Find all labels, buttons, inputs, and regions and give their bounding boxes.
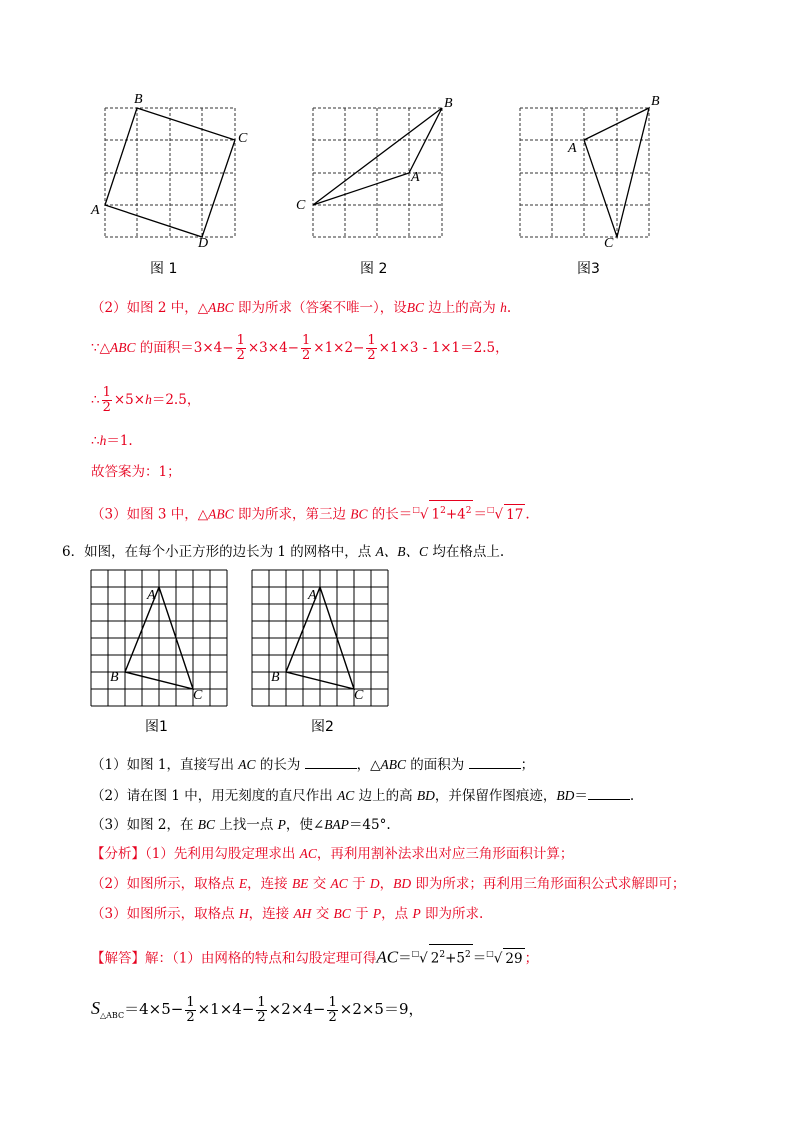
q6-analysis-3: （3）如图所示，取格点 H，连接 AH 交 BC 于 P，点 P 即为所求.: [91, 906, 484, 922]
q6-fig2-label-b: B: [271, 670, 280, 685]
q6-figure-1-grid: [90, 569, 230, 709]
answer-blank[interactable]: [305, 754, 357, 769]
q6-figure-1-caption: 图1: [145, 719, 168, 735]
point-d-label: D: [198, 236, 209, 251]
q6-subquestion-1: （1）如图 1，直接写出 AC 的长为 ，△ABC 的面积为 ；: [91, 754, 534, 775]
q6-figure-2-caption: 图2: [311, 719, 334, 735]
q6-solution-line: 【解答】解：（1）由网格的特点和勾股定理可得AC＝□√ $2^2+5^2 =^□√$ 29 ；: [91, 944, 538, 969]
q5-therefore-line-1: ∴ $\frac{1}{2}$ ×5×h＝2.5，: [91, 385, 201, 415]
point-a-label: A: [91, 203, 100, 218]
point-c-label: C: [238, 131, 248, 146]
point-a-label: A: [568, 141, 577, 156]
q5-area-line: ∵△ABC 的面积＝3×4− $\frac{1}{2}$ ×3×4− $\frac{1}{2}$ ×1×2− $\frac{1}{2}$ ×1×3 - 1×1＝2.5，: [91, 333, 509, 363]
figure-2-grid: [305, 92, 465, 252]
q6-stem: 6．如图，在每个小正方形的边长为 1 的网格中，点 A、B、C 均在格点上.: [62, 544, 505, 560]
q6-fig1-label-c: C: [193, 688, 203, 703]
q6-fig1-label-a: A: [147, 588, 156, 603]
figure-3-caption: 图3: [577, 261, 600, 277]
point-b-label: B: [444, 96, 453, 111]
answer-blank[interactable]: [469, 754, 521, 769]
figure-2-caption: 图 2: [360, 261, 388, 277]
point-c-label: C: [604, 236, 614, 251]
q5-therefore-line-2: ∴h＝1.: [91, 433, 133, 449]
q6-analysis-2: （2）如图所示，取格点 E，连接 BE 交 AC 于 D，BD 即为所求；再利用三角形面积公式求解即可；: [91, 876, 686, 892]
figure-3-grid: [512, 92, 672, 252]
q5-part3-line: （3）如图 3 中，△ABC 即为所求，第三边 BC 的长＝□√ $1^2+4^2 =^□√$ 17 .: [91, 500, 530, 525]
q6-subquestion-2: （2）请在图 1 中，用无刻度的直尺作出 AC 边上的高 BD，并保留作图痕迹，BD＝ .: [91, 785, 634, 806]
q6-fig2-label-a: A: [308, 588, 317, 603]
point-c-label: C: [296, 198, 306, 213]
point-b-label: B: [134, 92, 143, 107]
q6-fig2-label-c: C: [354, 688, 364, 703]
figure-1-caption: 图 1: [150, 261, 178, 277]
q6-figure-2-grid: [251, 569, 391, 709]
q6-area-formula: $S_{\triangle ABC}=4\times 5-$ $\frac{1}{2}$ ×1×4− $\frac{1}{2}$ ×2×4− $\frac{1}{2}$ ×2×5＝9，: [91, 994, 424, 1025]
q6-fig1-label-b: B: [110, 670, 119, 685]
q5-answer-line: 故答案为：1；: [91, 464, 181, 480]
q6-subquestion-3: （3）如图 2，在 BC 上找一点 P，使∠BAP＝45°.: [91, 817, 391, 833]
figure-1-grid: [95, 92, 255, 252]
q6-analysis-1: 【分析】（1）先利用勾股定理求出 AC，再利用割补法求出对应三角形面积计算；: [91, 846, 574, 862]
point-a-label: A: [411, 170, 420, 185]
q5-part2-line: （2）如图 2 中，△ABC 即为所求（答案不唯一），设BC 边上的高为 h.: [91, 300, 512, 316]
point-b-label: B: [651, 94, 660, 109]
answer-blank[interactable]: [588, 785, 630, 800]
